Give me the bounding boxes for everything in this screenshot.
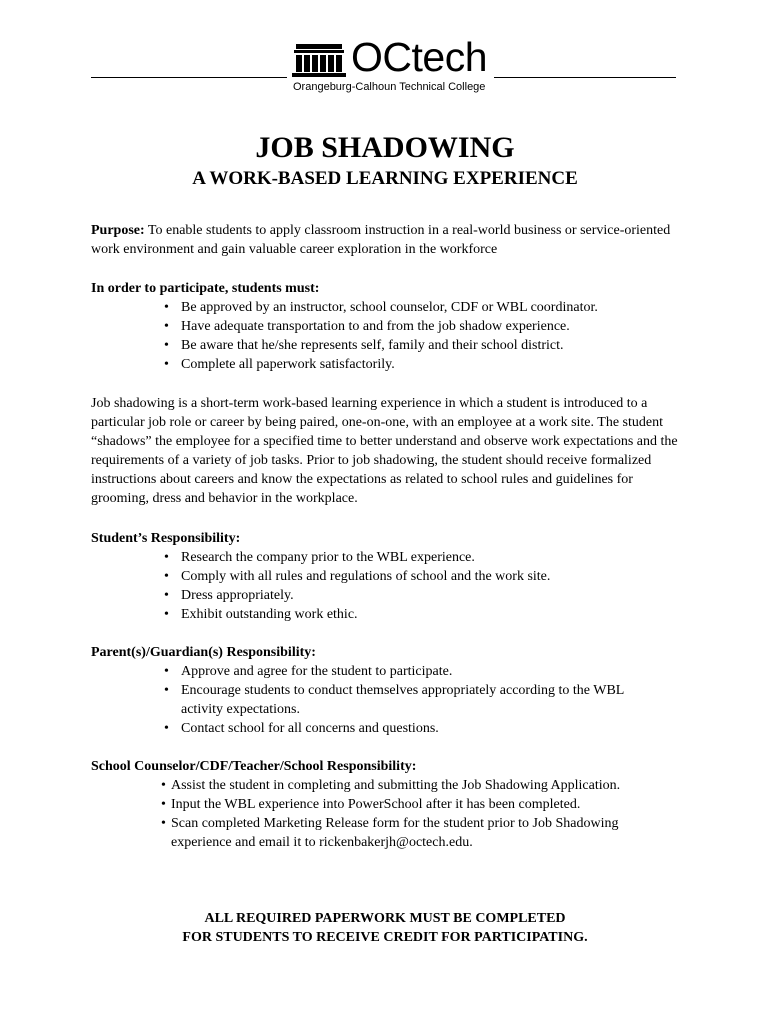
list-item: • Comply with all rules and regulations of school and the work site. <box>181 567 691 586</box>
student-list <box>181 548 691 624</box>
parent-heading: Parent(s)/Guardian(s) Responsibility: <box>91 645 316 660</box>
logo-text: OCtech <box>351 34 487 80</box>
school-list <box>161 776 661 852</box>
logo-subtitle: Orangeburg-Calhoun Technical College <box>293 81 486 93</box>
list-item: • Be approved by an instructor, school counselor, CDF or WBL coordinator. <box>181 298 691 317</box>
list-item: • Be aware that he/she represents self, family and their school district. <box>181 336 691 355</box>
list-item: • Complete all paperwork satisfactorily. <box>181 355 691 374</box>
list-item: • Contact school for all concerns and questions. <box>181 719 666 738</box>
list-item: • Scan completed Marketing Release form for the student prior to Job Shadowing experience and email it to rickenbakerjh@octech.edu. <box>161 814 661 852</box>
list-item: • Input the WBL experience into PowerSchool after it has been completed. <box>161 795 661 814</box>
school-heading: School Counselor/CDF/Teacher/School Responsibility: <box>91 759 417 774</box>
list-item: • Exhibit outstanding work ethic. <box>181 605 691 624</box>
participate-section <box>91 279 691 374</box>
purpose-label: Purpose: <box>91 223 145 238</box>
list-item: • Research the company prior to the WBL experience. <box>181 548 691 567</box>
footer-line-2: FOR STUDENTS TO RECEIVE CREDIT FOR PARTICIPATING. <box>182 930 588 945</box>
header-rule-left <box>91 77 287 78</box>
footer-notice <box>0 909 770 947</box>
building-columns-icon <box>292 44 346 77</box>
purpose-paragraph <box>91 221 691 259</box>
footer-line-1: ALL REQUIRED PAPERWORK MUST BE COMPLETED <box>204 911 566 926</box>
school-section <box>91 757 691 852</box>
page-title: JOB SHADOWING <box>255 131 515 164</box>
participate-list <box>181 298 691 374</box>
list-item: • Approve and agree for the student to participate. <box>181 662 666 681</box>
description-paragraph: Job shadowing is a short-term work-based learning experience in which a student is introduced to a particular job role or career by being paired, one-on-one, with an employee at a work site. The student “shadows” the employee for a specified time to better understand and observe work expectations and the requirements of a variety of job tasks. Prior to job shadowing, the student should receive formalized instructions about careers and know the expectations as related to school rules and guidelines for grooming, dress and behavior in the workplace. <box>91 396 678 506</box>
participate-heading: In order to participate, students must: <box>91 281 320 296</box>
list-item: • Dress appropriately. <box>181 586 691 605</box>
list-item: • Encourage students to conduct themselves appropriately according to the WBL activity expectations. <box>181 681 666 719</box>
parent-section <box>91 643 691 738</box>
list-item: • Have adequate transportation to and from the job shadow experience. <box>181 317 691 336</box>
student-section <box>91 529 691 624</box>
student-heading: Student’s Responsibility: <box>91 531 241 546</box>
purpose-text: To enable students to apply classroom instruction in a real-world business or service-oriented work environment and gain valuable career exploration in the workforce <box>91 223 671 257</box>
parent-list <box>181 662 666 738</box>
page-subtitle: A WORK-BASED LEARNING EXPERIENCE <box>192 168 578 189</box>
header-rule-right <box>494 77 676 78</box>
list-item: • Assist the student in completing and submitting the Job Shadowing Application. <box>161 776 661 795</box>
